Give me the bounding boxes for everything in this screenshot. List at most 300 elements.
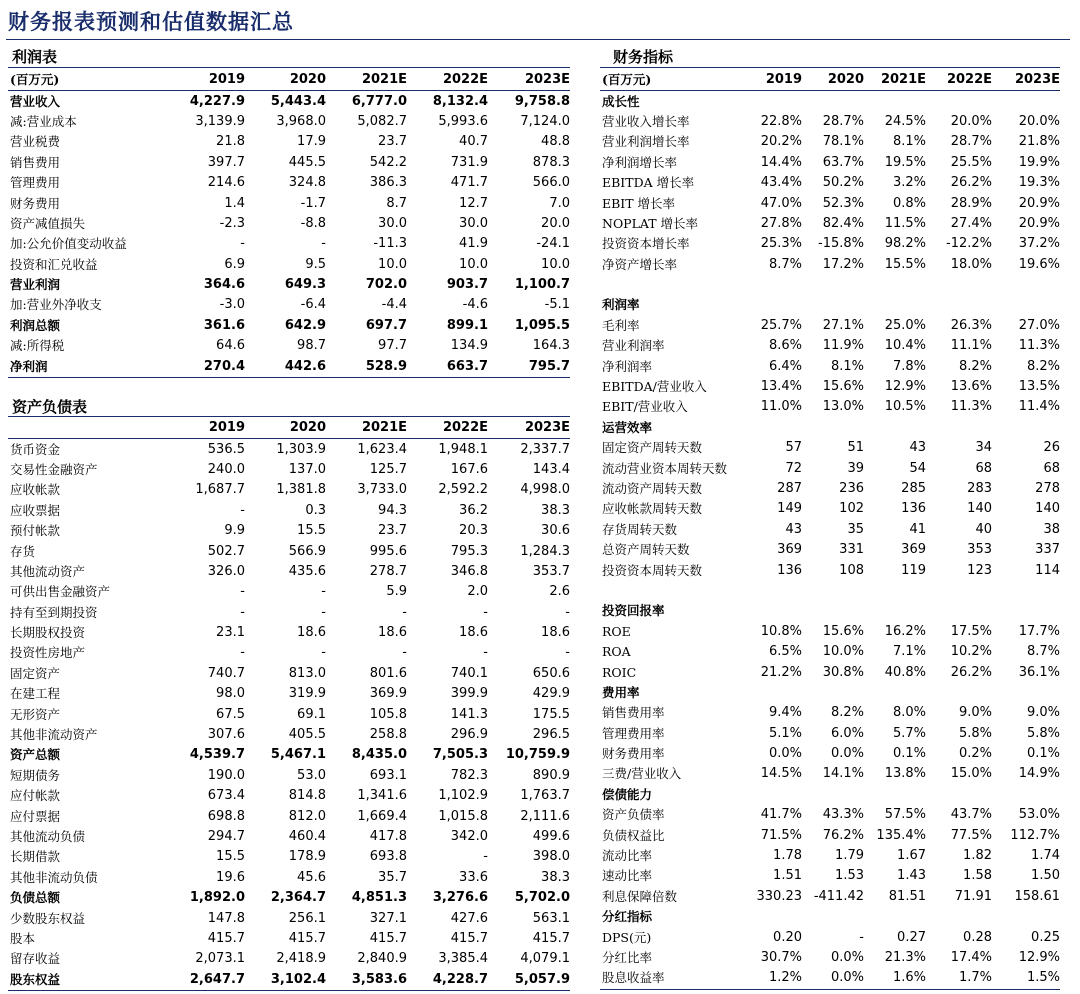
ratios-section-title: 财务指标 <box>613 48 674 66</box>
row-label: 应收帐款周转天数 <box>602 501 703 517</box>
cell-value: 5.1% <box>768 725 802 741</box>
cell-value: 52.3% <box>822 195 864 211</box>
cell-value: -5.1 <box>544 297 570 313</box>
year-header: 2020 <box>802 70 864 91</box>
year-header: 2020 <box>245 418 326 439</box>
cell-value <box>926 907 992 927</box>
table-row <box>8 623 570 643</box>
cell-value <box>992 418 1060 438</box>
row-label: 留存收益 <box>10 951 61 967</box>
row-label: 流动比率 <box>602 848 653 864</box>
cell-value: -411.42 <box>813 888 864 904</box>
cell-value: 1,623.4 <box>357 441 407 457</box>
row-label: 费用率 <box>602 684 640 700</box>
cell-value: 14.1% <box>822 766 864 782</box>
cell-value: 38.3 <box>541 869 570 885</box>
cell-value: 18.6 <box>297 625 326 641</box>
table-row <box>600 275 1060 295</box>
cell-value: 782.3 <box>450 767 488 783</box>
cell-value: 698.8 <box>207 808 245 824</box>
table-row <box>8 214 570 234</box>
cell-value: 114 <box>1035 562 1060 578</box>
cell-value: 1.50 <box>1031 868 1060 884</box>
cell-value: 8.6% <box>768 338 802 354</box>
row-label: 在建工程 <box>10 686 61 702</box>
cell-value: 240.0 <box>207 461 245 477</box>
row-label: EBIT 增长率 <box>602 195 676 211</box>
row-label: 流动营业资本周转天数 <box>602 460 728 476</box>
cell-value: 38.3 <box>541 502 570 518</box>
year-header: 2020 <box>245 70 326 91</box>
cell-value: 285 <box>901 481 926 496</box>
cell-value: 20.0 <box>541 215 570 231</box>
cell-value: 801.6 <box>369 665 407 681</box>
cell-value: 1.2% <box>750 968 802 989</box>
cell-value <box>802 683 864 703</box>
table-row <box>600 703 1060 723</box>
cell-value <box>992 275 1060 295</box>
cell-value: 7.0 <box>549 195 570 211</box>
cell-value: 23.1 <box>216 625 245 641</box>
cell-value: - <box>859 929 864 945</box>
cell-value: 10.4% <box>884 338 926 354</box>
row-label: 销售费用 <box>10 154 61 170</box>
cell-value: 5,443.4 <box>270 93 326 109</box>
table-row <box>8 929 570 949</box>
cell-value: 369 <box>901 542 926 558</box>
cell-value: 740.1 <box>450 665 488 681</box>
cell-value: 2,840.9 <box>357 951 407 967</box>
year-header: 2022E <box>926 70 992 91</box>
cell-value: 9,758.8 <box>514 93 570 109</box>
cell-value: 499.6 <box>532 829 570 844</box>
cell-value: -1.7 <box>300 195 326 211</box>
cell-value: 26 <box>1043 440 1060 456</box>
cell-value: 566.0 <box>532 175 570 191</box>
table-row <box>8 501 570 521</box>
row-label: 固定资产 <box>10 665 61 681</box>
cell-value: 11.5% <box>884 215 926 231</box>
table-row <box>8 888 570 908</box>
cell-value: 69.1 <box>297 706 326 722</box>
cell-value: 35.7 <box>378 869 407 885</box>
table-row <box>8 336 570 356</box>
cell-value: 5,057.9 <box>488 970 570 991</box>
cell-value: 814.8 <box>288 788 326 804</box>
cell-value: 649.3 <box>284 277 326 293</box>
cell-value: 71.5% <box>760 827 802 843</box>
cell-value: 57.5% <box>884 807 926 823</box>
row-label: 管理费用 <box>10 175 61 191</box>
cell-value: 24.5% <box>884 113 926 129</box>
table-row <box>600 744 1060 764</box>
cell-value: 1.82 <box>963 848 992 864</box>
cell-value: 20.9% <box>1018 195 1060 211</box>
table-row <box>8 562 570 582</box>
cell-value: 11.3% <box>1018 338 1060 354</box>
cell-value: - <box>565 645 570 661</box>
row-label: 净利润 <box>8 356 165 377</box>
cell-value: 28.9% <box>950 195 992 211</box>
cell-value: 11.0% <box>760 399 802 415</box>
cell-value: 23.7 <box>378 134 407 150</box>
cell-value: - <box>321 645 326 661</box>
row-label: 投资资本增长率 <box>602 236 690 252</box>
cell-value: 364.6 <box>203 277 245 293</box>
cell-value: 1.7% <box>926 968 992 989</box>
cell-value: 48.8 <box>541 134 570 150</box>
cell-value <box>926 581 992 601</box>
cell-value: 214.6 <box>207 175 245 191</box>
table-row <box>600 581 1060 601</box>
table-row <box>8 827 570 847</box>
cell-value: 13.4% <box>760 379 802 395</box>
cell-value: 30.0 <box>459 215 488 231</box>
balance-top-rule <box>8 416 570 417</box>
cell-value: 2.0 <box>467 584 488 600</box>
cell-value: 5.8% <box>1026 725 1060 741</box>
cell-value: 1.5% <box>992 968 1060 989</box>
cell-value: 67.5 <box>216 706 245 722</box>
table-row <box>600 295 1060 315</box>
table-row <box>8 193 570 213</box>
row-label: 资产减值损失 <box>10 215 86 231</box>
cell-value: 415.7 <box>532 930 570 946</box>
cell-value: 0.1% <box>1026 746 1060 762</box>
cell-value: - <box>240 604 245 620</box>
cell-value: 3,968.0 <box>276 113 326 129</box>
row-label: 利润总额 <box>10 317 61 333</box>
row-label: 营业利润率 <box>602 338 665 354</box>
cell-value: 158.61 <box>1014 888 1060 904</box>
row-label: 营业收入 <box>10 93 61 109</box>
cell-value: 8.1% <box>830 358 864 374</box>
year-header: 2021E <box>326 418 407 439</box>
row-label: 分红指标 <box>602 909 653 925</box>
cell-value: 47.0% <box>760 195 802 211</box>
cell-value: 71.91 <box>954 888 992 904</box>
income-top-rule <box>8 67 570 68</box>
row-label: 管理费用率 <box>602 725 665 741</box>
cell-value <box>864 418 926 438</box>
row-label: 三费/营业收入 <box>602 766 682 782</box>
cell-value: -4.6 <box>462 297 488 313</box>
cell-value: 398.0 <box>532 849 570 865</box>
cell-value: 1.6% <box>864 968 926 989</box>
cell-value: 0.28 <box>963 929 992 945</box>
cell-value: 903.7 <box>446 277 488 293</box>
cell-value <box>802 295 864 315</box>
table-row <box>8 970 570 991</box>
row-label: 其他非流动资产 <box>10 727 98 743</box>
cell-value: 30.0 <box>378 215 407 231</box>
cell-value: 9.4% <box>768 705 802 721</box>
cell-value <box>802 91 864 112</box>
table-row <box>600 540 1060 560</box>
cell-value: 98.0 <box>216 686 245 702</box>
cell-value: 542.2 <box>369 154 407 170</box>
table-row <box>8 704 570 724</box>
year-header: 2022E <box>407 418 488 439</box>
cell-value: 1,102.9 <box>438 788 488 804</box>
table-row <box>8 234 570 254</box>
cell-value: 18.6 <box>541 625 570 641</box>
cell-value: 14.4% <box>760 154 802 170</box>
year-header: 2021E <box>864 70 926 91</box>
table-row <box>8 908 570 928</box>
row-label: 负债总额 <box>10 890 61 906</box>
cell-value: 3,385.4 <box>438 951 488 967</box>
table-row <box>600 377 1060 397</box>
cell-value <box>802 601 864 621</box>
row-label: 负债权益比 <box>602 827 665 843</box>
cell-value: 361.6 <box>203 317 245 333</box>
table-row <box>8 745 570 765</box>
table-row <box>600 825 1060 845</box>
cell-value <box>992 683 1060 703</box>
cell-value: 34 <box>975 440 992 456</box>
table-row <box>600 601 1060 621</box>
cell-value: -3.0 <box>219 297 245 313</box>
cell-value: 369 <box>777 542 802 558</box>
cell-value: 8.1% <box>892 134 926 150</box>
cell-value: 673.4 <box>207 788 245 804</box>
cell-value: 108 <box>839 562 864 578</box>
table-row <box>600 907 1060 927</box>
cell-value: 17.5% <box>950 623 992 639</box>
cell-value: 427.6 <box>450 910 488 926</box>
cell-value: 3,276.6 <box>432 890 488 906</box>
row-label: 投资资本周转天数 <box>602 562 703 578</box>
cell-value: 21.8 <box>216 134 245 150</box>
cell-value: 642.9 <box>284 317 326 333</box>
cell-value: 43 <box>785 521 802 537</box>
table-row <box>8 664 570 684</box>
cell-value: 4,228.7 <box>407 970 488 991</box>
cell-value: 10.0 <box>378 256 407 272</box>
table-row <box>600 683 1060 703</box>
cell-value: 13.0% <box>822 399 864 415</box>
row-label: EBIT/营业收入 <box>602 399 688 415</box>
year-header: 2019 <box>750 70 802 91</box>
table-row <box>600 458 1060 478</box>
table-row <box>600 153 1060 173</box>
cell-value: 43 <box>909 440 926 456</box>
cell-value: 8.7 <box>386 195 407 211</box>
cell-value: 16.2% <box>884 623 926 639</box>
cell-value: 6.5% <box>768 644 802 660</box>
table-row <box>8 806 570 826</box>
row-label: 预付帐款 <box>10 523 61 539</box>
table-row <box>8 91 570 112</box>
row-label: 净利润率 <box>602 358 653 374</box>
cell-value: 294.7 <box>207 829 245 844</box>
row-label: 资产负债率 <box>602 807 665 823</box>
cell-value: 7,124.0 <box>520 113 570 129</box>
cell-value: 442.6 <box>245 356 326 377</box>
cell-value: 1,948.1 <box>438 441 488 457</box>
row-label: 存货 <box>10 543 36 559</box>
cell-value: 112.7% <box>1010 827 1060 843</box>
cell-value: 8.2% <box>958 358 992 374</box>
cell-value: 3,733.0 <box>357 482 407 498</box>
cell-value: 0.0% <box>830 746 864 762</box>
cell-value: 20.9% <box>1018 215 1060 231</box>
balance-header-row <box>8 418 570 439</box>
cell-value: 10.8% <box>760 623 802 639</box>
cell-value: 663.7 <box>407 356 488 377</box>
cell-value: 693.8 <box>369 849 407 865</box>
cell-value: 64.6 <box>216 338 245 354</box>
table-row <box>8 356 570 377</box>
cell-value: 415.7 <box>288 930 326 946</box>
cell-value: 415.7 <box>369 930 407 946</box>
ratios-header-row <box>600 70 1060 91</box>
cell-value <box>926 295 992 315</box>
cell-value <box>750 91 802 112</box>
table-row <box>600 91 1060 112</box>
cell-value: 15.5% <box>884 256 926 272</box>
cell-value: 3,139.9 <box>195 113 245 129</box>
cell-value: 25.3% <box>760 236 802 252</box>
cell-value: 102 <box>839 501 864 517</box>
row-label: 毛利率 <box>602 317 640 333</box>
cell-value: - <box>565 604 570 620</box>
cell-value: 25.5% <box>950 154 992 170</box>
cell-value: 1,892.0 <box>189 890 245 906</box>
cell-value: 405.5 <box>288 727 326 743</box>
cell-value: 536.5 <box>207 441 245 457</box>
row-label: 净利润增长率 <box>602 154 678 170</box>
cell-value: -12.2% <box>946 236 992 252</box>
row-label: 固定资产周转天数 <box>602 440 703 456</box>
cell-value: 21.2% <box>760 664 802 680</box>
cell-value: 18.6 <box>378 625 407 641</box>
table-row <box>600 499 1060 519</box>
cell-value: 20.2% <box>760 134 802 150</box>
table-row <box>600 948 1060 968</box>
cell-value: 10.5% <box>884 399 926 415</box>
cell-value: 813.0 <box>288 665 326 681</box>
row-label: 股东权益 <box>8 970 165 991</box>
cell-value: 37.2% <box>1018 236 1060 252</box>
cell-value: 337 <box>1035 542 1060 558</box>
row-label: 持有至到期投资 <box>10 604 98 620</box>
cell-value: 1.79 <box>835 848 864 864</box>
cell-value: 15.0% <box>950 766 992 782</box>
cell-value: 43.3% <box>822 807 864 823</box>
cell-value: 9.0% <box>958 705 992 721</box>
cell-value: 167.6 <box>450 461 488 477</box>
cell-value: 98.2% <box>884 236 926 252</box>
cell-value: 8,132.4 <box>432 93 488 109</box>
cell-value: 10,759.9 <box>505 747 570 763</box>
table-row <box>8 949 570 969</box>
cell-value: 369.9 <box>369 686 407 702</box>
cell-value: 429.9 <box>532 686 570 702</box>
cell-value: 1,303.9 <box>276 441 326 457</box>
row-label: 其他流动资产 <box>10 563 86 579</box>
cell-value: 19.9% <box>1018 154 1060 170</box>
cell-value: 2,418.9 <box>276 951 326 967</box>
table-row <box>600 255 1060 275</box>
cell-value: -2.3 <box>219 215 245 231</box>
page-title: 财务报表预测和估值数据汇总 <box>8 9 294 34</box>
cell-value: 1,763.7 <box>520 788 570 804</box>
row-label: 利息保障倍数 <box>602 888 678 904</box>
table-row <box>8 480 570 500</box>
cell-value: 51 <box>847 440 864 456</box>
cell-value: 36.2 <box>459 502 488 518</box>
cell-value: 43.7% <box>950 807 992 823</box>
table-row <box>600 193 1060 213</box>
cell-value: 0.0% <box>768 746 802 762</box>
cell-value: 415.7 <box>207 930 245 946</box>
cell-value: 2,073.1 <box>195 951 245 967</box>
cell-value: 125.7 <box>369 461 407 477</box>
cell-value: 19.6 <box>216 869 245 885</box>
cell-value: 324.8 <box>288 175 326 191</box>
table-row <box>600 887 1060 907</box>
row-label: 应付帐款 <box>10 788 61 804</box>
cell-value: 149 <box>777 501 802 517</box>
row-label: 股本 <box>10 930 36 946</box>
cell-value: -6.4 <box>300 297 326 313</box>
cell-value: - <box>483 604 488 620</box>
cell-value <box>750 601 802 621</box>
cell-value: 72 <box>785 460 802 476</box>
row-label: 流动资产周转天数 <box>602 481 703 496</box>
cell-value: 53.0% <box>1018 807 1060 823</box>
cell-value: 147.8 <box>207 910 245 926</box>
cell-value <box>992 601 1060 621</box>
cell-value: 795.7 <box>488 356 570 377</box>
cell-value: 1.67 <box>897 848 926 864</box>
title-rule <box>6 39 1070 40</box>
table-row <box>600 642 1060 662</box>
row-label: EBITDA/营业收入 <box>602 379 707 395</box>
cell-value: 175.5 <box>532 706 570 722</box>
cell-value: 6.4% <box>768 358 802 374</box>
cell-value: 1,669.4 <box>357 808 407 824</box>
cell-value: -11.3 <box>373 236 407 252</box>
cell-value: 342.0 <box>450 829 488 844</box>
cell-value: 36.1% <box>1018 664 1060 680</box>
cell-value: 19.5% <box>884 154 926 170</box>
row-label: ROIC <box>602 664 637 680</box>
cell-value: 2,364.7 <box>270 890 326 906</box>
cell-value: - <box>402 604 407 620</box>
row-label: DPS(元) <box>602 929 652 945</box>
cell-value: 5.8% <box>958 725 992 741</box>
cell-value: -8.8 <box>300 215 326 231</box>
row-label: 分红比率 <box>602 949 653 965</box>
row-label: 营业利润 <box>10 277 61 293</box>
unit-header <box>8 418 165 439</box>
financial-ratios-table <box>600 70 1060 990</box>
cell-value: 256.1 <box>288 910 326 926</box>
ratios-top-rule <box>600 67 1060 68</box>
cell-value: 43.4% <box>760 175 802 191</box>
row-label: 减:所得税 <box>10 338 65 354</box>
cell-value: 1.51 <box>773 868 802 884</box>
year-header: 2023E <box>488 418 570 439</box>
year-header: 2022E <box>407 70 488 91</box>
row-label: 应付票据 <box>10 808 61 824</box>
balance-sheet-table <box>8 418 570 991</box>
cell-value: 30.7% <box>760 949 802 965</box>
cell-value: 1,284.3 <box>520 543 570 559</box>
